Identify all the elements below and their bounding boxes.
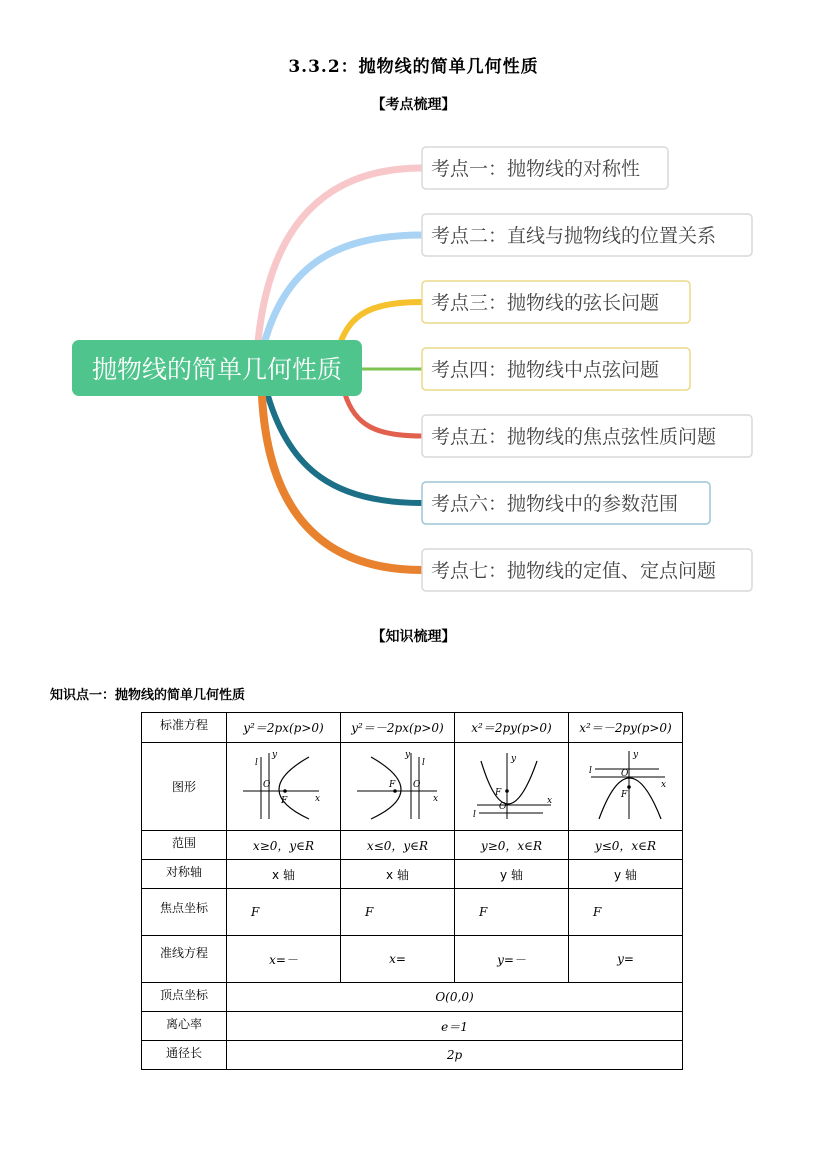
table-row bbox=[142, 743, 683, 831]
table-row bbox=[142, 831, 683, 860]
branch-connector-3 bbox=[340, 302, 422, 344]
row-header-eccentricity: 离心率 bbox=[142, 1012, 227, 1041]
row-header-equation: 标准方程 bbox=[142, 713, 227, 743]
graph-label-l: l bbox=[588, 766, 592, 776]
branch-connector-7 bbox=[262, 396, 422, 570]
graph-label-x: x bbox=[314, 794, 320, 804]
table-row bbox=[142, 860, 683, 889]
table-row bbox=[142, 889, 683, 936]
table-row bbox=[142, 713, 683, 743]
graph-label-x: x bbox=[546, 796, 552, 806]
row-header-directrix: 准线方程 bbox=[142, 936, 227, 983]
graph-label-l: l bbox=[421, 758, 425, 768]
graph-label-y: y bbox=[271, 750, 277, 760]
axis-cell: y 轴 bbox=[569, 860, 683, 889]
graph-label-o: O bbox=[498, 802, 506, 812]
focus-cell: F bbox=[569, 889, 683, 936]
equation-cell: x²＝－2py(p>0) bbox=[569, 713, 683, 743]
axis-cell: y 轴 bbox=[455, 860, 569, 889]
eccentricity-cell: e＝1 bbox=[227, 1012, 683, 1041]
row-header-focus: 焦点坐标 bbox=[142, 889, 227, 936]
parabola-down-graph bbox=[581, 747, 671, 823]
branch-label-6: 考点六：抛物线中的参数范围 bbox=[431, 493, 679, 515]
axis-cell: x 轴 bbox=[341, 860, 455, 889]
range-cell: x≥0，y∈R bbox=[227, 831, 341, 860]
graph-label-y: y bbox=[404, 750, 410, 760]
graph-cell-down bbox=[569, 743, 683, 831]
parabola-up-graph bbox=[467, 747, 557, 823]
row-header-graph: 图形 bbox=[142, 743, 227, 831]
parabola-left-graph bbox=[353, 747, 443, 823]
graph-label-o: O bbox=[412, 780, 420, 790]
graph-label-o: O bbox=[262, 780, 270, 790]
focus-cell: F bbox=[341, 889, 455, 936]
focus-cell: F bbox=[227, 889, 341, 936]
branch-connector-6 bbox=[268, 396, 422, 503]
equation-cell: y²＝2px(p>0) bbox=[227, 713, 341, 743]
graph-label-x: x bbox=[660, 780, 666, 790]
equation-cell: y²＝－2px(p>0) bbox=[341, 713, 455, 743]
latus-cell: 2p bbox=[227, 1041, 683, 1070]
parabola-right-graph bbox=[239, 747, 329, 823]
graph-cell-right bbox=[227, 743, 341, 831]
branch-connector-5 bbox=[345, 394, 422, 436]
range-cell: y≥0，x∈R bbox=[455, 831, 569, 860]
branch-connector-1 bbox=[258, 168, 422, 342]
branch-label-1: 考点一：抛物线的对称性 bbox=[431, 158, 641, 180]
focus-cell: F bbox=[455, 889, 569, 936]
axis-cell: x 轴 bbox=[227, 860, 341, 889]
branch-label-2: 考点二：直线与抛物线的位置关系 bbox=[431, 225, 717, 247]
graph-cell-up bbox=[455, 743, 569, 831]
table-row bbox=[142, 1012, 683, 1041]
graph-label-f: F bbox=[494, 788, 501, 798]
directrix-cell: y= bbox=[569, 936, 683, 983]
knowledge-point-heading: 知识点一：抛物线的简单几何性质 bbox=[50, 688, 246, 703]
graph-cell-left bbox=[341, 743, 455, 831]
graph-label-l: l bbox=[472, 810, 476, 820]
page-title: 3.3.2：抛物线的简单几何性质 bbox=[288, 57, 539, 77]
section-heading-zhishi: 【知识梳理】 bbox=[371, 629, 456, 645]
directrix-cell: x=－ bbox=[227, 936, 341, 983]
range-cell: y≤0，x∈R bbox=[569, 831, 683, 860]
section-heading-kaodian: 【考点梳理】 bbox=[371, 97, 456, 113]
properties-table bbox=[141, 712, 683, 1070]
graph-label-f: F bbox=[620, 790, 627, 800]
equation-cell: x²＝2py(p>0) bbox=[455, 713, 569, 743]
table-row bbox=[142, 983, 683, 1012]
mind-map bbox=[0, 130, 827, 600]
table-row bbox=[142, 1041, 683, 1070]
branch-label-7: 考点七：抛物线的定值、定点问题 bbox=[431, 560, 717, 582]
graph-label-y: y bbox=[632, 750, 638, 760]
range-cell: x≤0，y∈R bbox=[341, 831, 455, 860]
branch-label-4: 考点四：抛物线中点弦问题 bbox=[431, 359, 660, 381]
directrix-cell: x= bbox=[341, 936, 455, 983]
branch-label-3: 考点三：抛物线的弦长问题 bbox=[431, 292, 660, 314]
row-header-range: 范围 bbox=[142, 831, 227, 860]
graph-label-o: O bbox=[620, 769, 628, 779]
table-row bbox=[142, 936, 683, 983]
graph-label-f: F bbox=[280, 796, 287, 806]
graph-label-l: l bbox=[254, 758, 258, 768]
row-header-axis: 对称轴 bbox=[142, 860, 227, 889]
directrix-cell: y=－ bbox=[455, 936, 569, 983]
vertex-cell: O(0,0) bbox=[227, 983, 683, 1012]
row-header-vertex: 顶点坐标 bbox=[142, 983, 227, 1012]
row-header-latus: 通径长 bbox=[142, 1041, 227, 1070]
branch-connector-2 bbox=[264, 235, 422, 344]
branch-label-5: 考点五：抛物线的焦点弦性质问题 bbox=[431, 426, 717, 448]
graph-label-y: y bbox=[510, 754, 516, 764]
graph-label-f: F bbox=[388, 780, 395, 790]
graph-label-x: x bbox=[432, 794, 438, 804]
mindmap-root-label: 抛物线的简单几何性质 bbox=[91, 355, 343, 384]
